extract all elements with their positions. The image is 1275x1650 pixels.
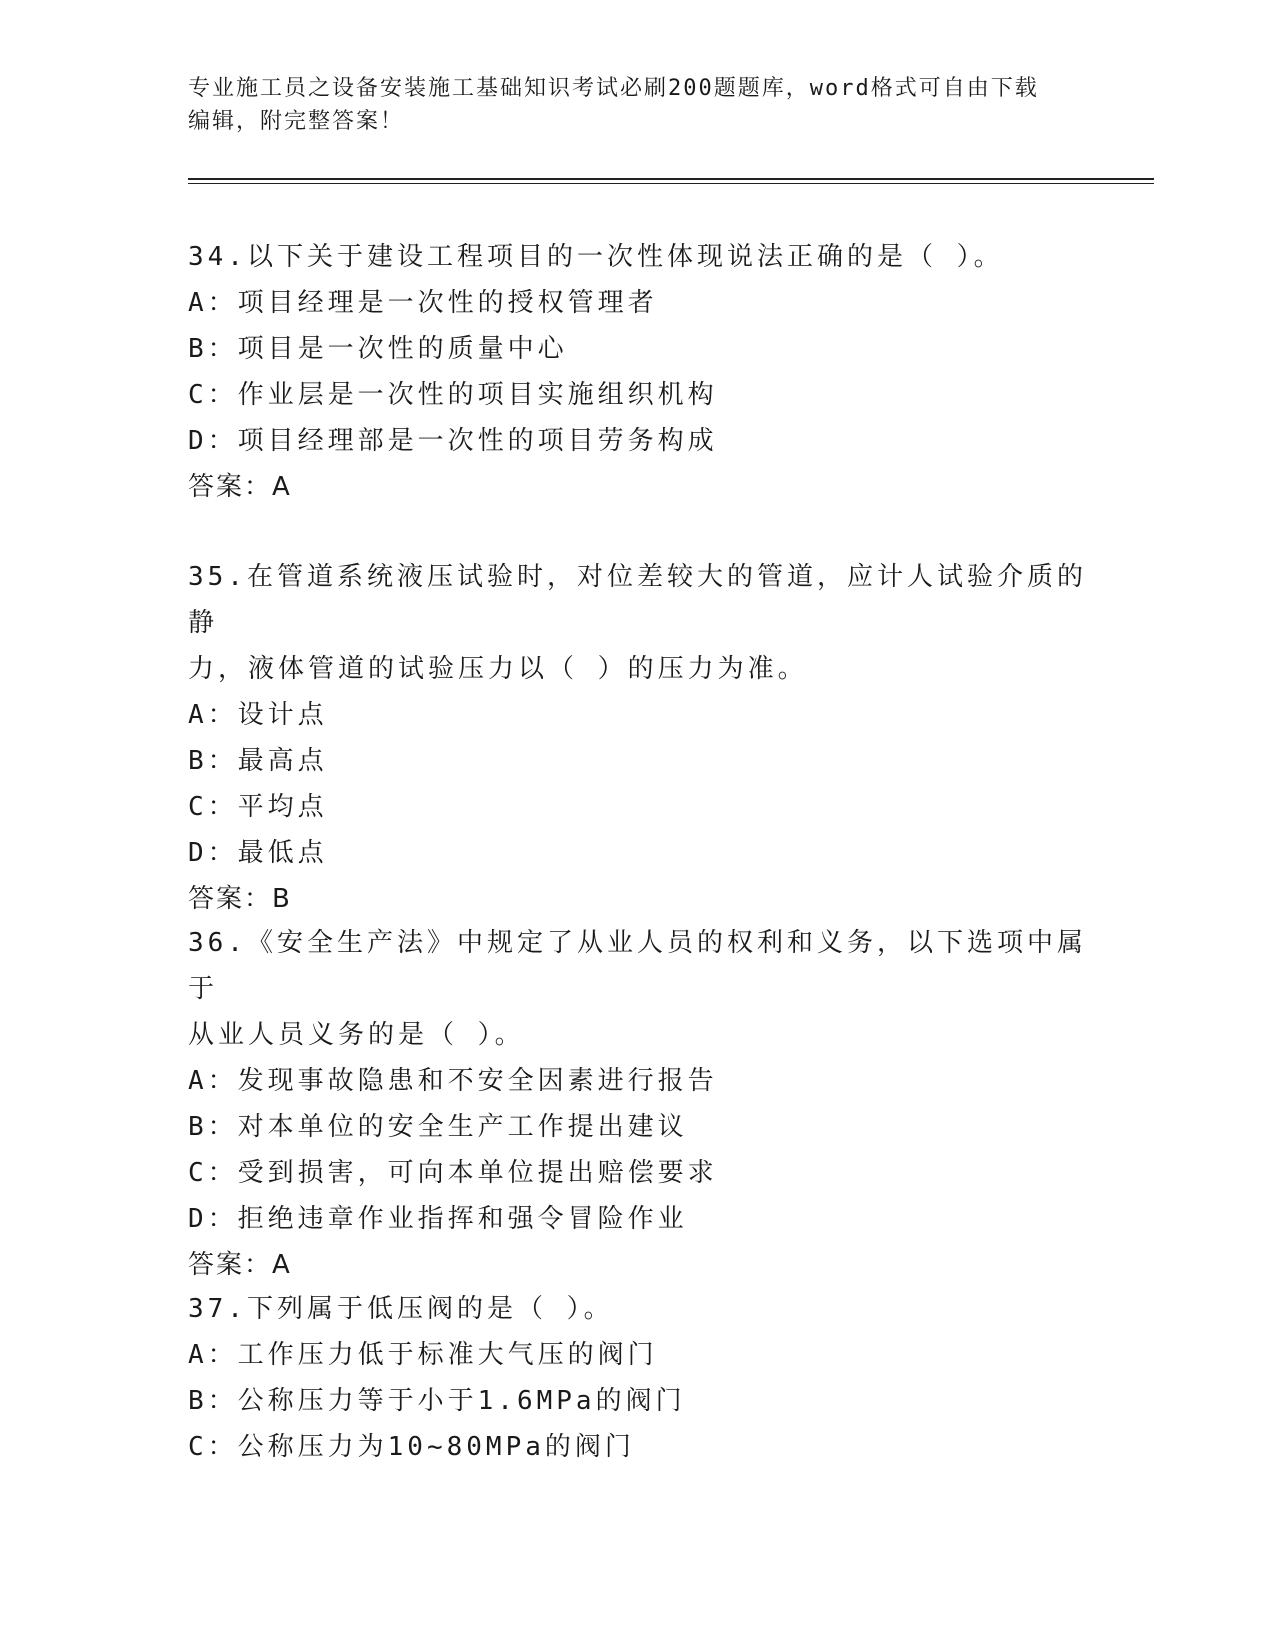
option-c: C：公称压力为10~80MPa的阀门 bbox=[188, 1432, 635, 1462]
option-d: D：拒绝违章作业指挥和强令冒险作业 bbox=[188, 1204, 688, 1234]
option-d: D：最低点 bbox=[188, 838, 328, 868]
question-stem: 37.下列属于低压阀的是（ ）。 bbox=[188, 1294, 614, 1324]
header-title-line-1: 专业施工员之设备安装施工基础知识考试必刷200题题库，word格式可自由下载 bbox=[188, 76, 1039, 101]
question-stem-line-1: 36.《安全生产法》中规定了从业人员的权利和义务，以下选项中属于 bbox=[188, 928, 1087, 1004]
option-a: A：项目经理是一次性的授权管理者 bbox=[188, 288, 658, 318]
question-stem-line-2: 力，液体管道的试验压力以（ ）的压力为准。 bbox=[188, 654, 808, 684]
option-c: C：作业层是一次性的项目实施组织机构 bbox=[188, 380, 718, 410]
question-34 bbox=[188, 234, 1088, 510]
option-b: B：公称压力等于小于1.6MPa的阀门 bbox=[188, 1386, 686, 1416]
header-title-line-2: 编辑，附完整答案！ bbox=[188, 109, 405, 134]
question-stem: 34.以下关于建设工程项目的一次性体现说法正确的是（ ）。 bbox=[188, 242, 1004, 272]
option-b: B：项目是一次性的质量中心 bbox=[188, 334, 568, 364]
answer-label: 答案：A bbox=[188, 472, 292, 502]
question-stem-line-2: 从业人员义务的是（ ）。 bbox=[188, 1020, 525, 1050]
answer-label: 答案：A bbox=[188, 1250, 292, 1280]
header-divider-thick bbox=[188, 178, 1154, 180]
option-a: A：发现事故隐患和不安全因素进行报告 bbox=[188, 1066, 718, 1096]
option-d: D：项目经理部是一次性的项目劳务构成 bbox=[188, 426, 718, 456]
option-b: B：最高点 bbox=[188, 746, 328, 776]
question-37 bbox=[188, 1286, 1088, 1470]
option-c: C：平均点 bbox=[188, 792, 328, 822]
answer-label: 答案：B bbox=[188, 884, 292, 914]
document-header bbox=[188, 72, 1088, 138]
question-36 bbox=[188, 920, 1088, 1288]
option-c: C：受到损害，可向本单位提出赔偿要求 bbox=[188, 1158, 718, 1188]
header-divider-thin bbox=[188, 183, 1154, 184]
option-a: A：设计点 bbox=[188, 700, 328, 730]
option-b: B：对本单位的安全生产工作提出建议 bbox=[188, 1112, 688, 1142]
question-stem-line-1: 35.在管道系统液压试验时，对位差较大的管道，应计人试验介质的静 bbox=[188, 562, 1087, 638]
question-35 bbox=[188, 554, 1088, 922]
option-a: A：工作压力低于标准大气压的阀门 bbox=[188, 1340, 658, 1370]
